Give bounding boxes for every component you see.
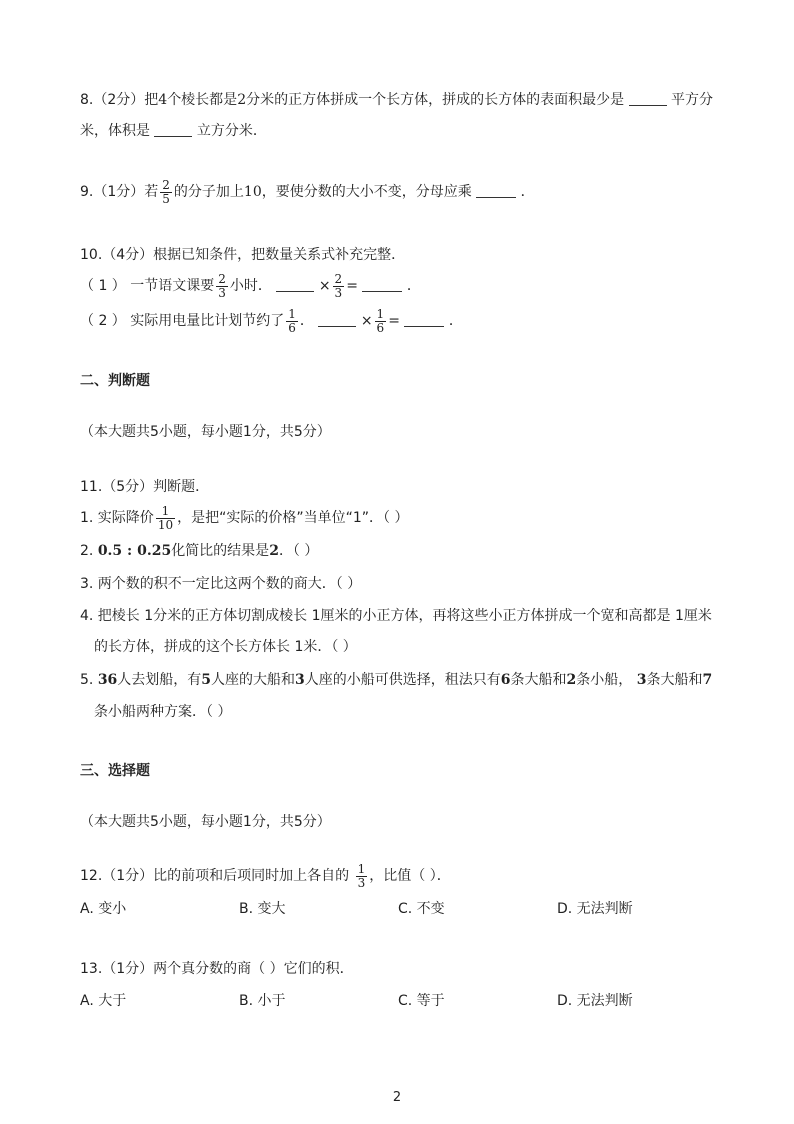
section-note: （本大题共5小题，每小题1分，共5分） xyxy=(80,814,331,830)
question-9: 9.（1分）若 $\frac{2}{5}$ 的分子加上10，要使分数的大小不变，分母应乘 ． xyxy=(80,177,535,206)
question-10-part-2: （ 2 ） 实际用电量比计划节约了 $\frac{1}{6}$ ． × $\frac{1}{6}$ = ． xyxy=(80,306,463,335)
question-10-part-1: （ 1 ） 一节语文课要 $\frac{2}{3}$ 小时． × $\frac{2}{3}$ = ． xyxy=(80,271,421,300)
fraction: $\frac{1}{3}$ xyxy=(357,861,366,890)
fraction: $\frac{1}{6}$ xyxy=(376,306,385,335)
option-d[interactable]: D. 无法判断 xyxy=(557,901,633,917)
question-11-item-1: 1. 实际降价 $\frac{1}{10}$ ，是把“实际的价格”当单位“1”．（ ） xyxy=(80,503,409,532)
question-11-item-5-line-2: 条小船两种方案．（ ） xyxy=(94,704,232,720)
question-10-title: 10.（4分）根据已知条件，把数量关系式补充完整． xyxy=(80,247,406,263)
question-13-title: 13.（1分）两个真分数的商（ ）它们的积． xyxy=(80,961,354,977)
section-heading-choice: 三、选择题 xyxy=(80,763,150,779)
section-note: （本大题共5小题，每小题1分，共5分） xyxy=(80,424,331,440)
option-b[interactable]: B. 变大 xyxy=(239,901,286,917)
answer-blank[interactable] xyxy=(154,122,192,137)
fraction: $\frac{2}{3}$ xyxy=(334,271,343,300)
question-11-item-2: 2. 0.5 : 0.25化简比的结果是2．（ ） xyxy=(80,543,319,559)
answer-blank[interactable] xyxy=(404,312,444,327)
question-12: 12.（1分）比的前项和后项同时加上各自的 $\frac{1}{3}$ ，比值（ ）． xyxy=(80,861,451,890)
question-11-item-3: 3. 两个数的积不一定比这两个数的商大．（ ） xyxy=(80,576,362,592)
answer-blank[interactable] xyxy=(362,277,402,292)
option-c[interactable]: C. 不变 xyxy=(398,901,445,917)
question-11-item-4-line-2: 的长方体，拼成的这个长方体长 1米．（ ） xyxy=(94,639,357,655)
fraction: $\frac{2}{5}$ xyxy=(162,177,170,206)
fraction: $\frac{2}{3}$ xyxy=(218,271,226,300)
question-8-line-1: 8.（2分）把4个棱长都是2分米的正方体拼成一个长方体，拼成的长方体的表面积最少是 平方分 xyxy=(80,92,714,108)
section-heading-judgement: 二、判断题 xyxy=(80,373,150,389)
answer-blank[interactable] xyxy=(318,312,356,327)
question-11-item-5-line-1: 5. 36人去划船，有5人座的大船和3人座的小船可供选择，租法只有6条大船和2条小船， 3条大船和7 xyxy=(80,672,713,688)
fraction: $\frac{1}{6}$ xyxy=(288,306,296,335)
question-8-line-2: 米，体积是 立方分米． xyxy=(80,123,267,139)
option-d[interactable]: D. 无法判断 xyxy=(557,993,633,1009)
answer-blank[interactable] xyxy=(629,91,667,106)
answer-blank[interactable] xyxy=(276,277,314,292)
page-number: 2 xyxy=(392,1090,402,1105)
option-a[interactable]: A. 大于 xyxy=(80,993,127,1009)
answer-blank[interactable] xyxy=(476,183,516,198)
option-a[interactable]: A. 变小 xyxy=(80,901,127,917)
option-b[interactable]: B. 小于 xyxy=(239,993,286,1009)
question-11-title: 11.（5分）判断题． xyxy=(80,479,210,495)
fraction: $\frac{1}{10}$ xyxy=(157,503,174,532)
option-c[interactable]: C. 等于 xyxy=(398,993,445,1009)
question-11-item-4-line-1: 4. 把棱长 1分米的正方体切割成棱长 1厘米的小正方体，再将这些小正方体拼成一个宽和高都是 1厘米 xyxy=(80,608,712,624)
